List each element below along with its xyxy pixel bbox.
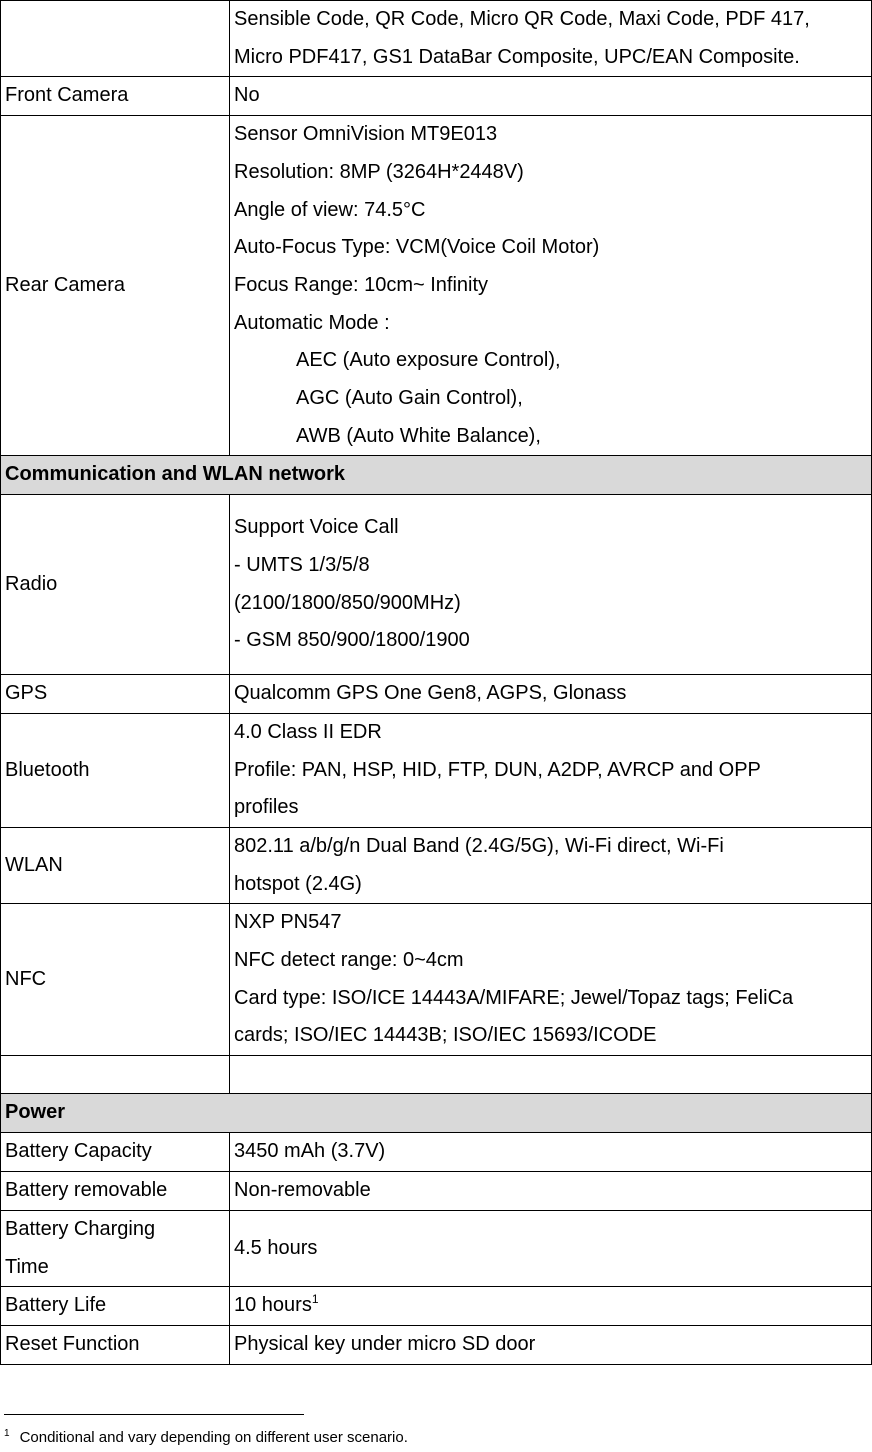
footnote-ref[interactable]: 1 [311,1292,319,1307]
row-value [230,827,872,903]
empty-cell [1,1056,230,1094]
row-label: WLAN [1,827,230,903]
value-line: 4.0 Class II EDR [234,720,382,743]
value-line: profiles [234,796,299,819]
label-line: Battery Charging [5,1217,156,1240]
row-value [230,904,872,1056]
row-label: Battery Life [1,1287,230,1326]
table-row [1,675,872,714]
label-line: Time [5,1255,49,1278]
row-label [1,1,230,77]
value-line: NFC detect range: 0~4cm [234,949,464,972]
value-line: (2100/1800/850/900MHz) [234,591,461,614]
section-header: Communication and WLAN network [1,456,872,495]
empty-row [1,1056,872,1094]
section-header-row [1,456,872,495]
value-line: Sensible Code, QR Code, Micro QR Code, Maxi Code, PDF 417, [234,8,810,30]
value-line: NXP PN547 [234,911,342,934]
row-label: Radio [1,495,230,675]
table-row [1,1171,872,1210]
row-label: Battery removable [1,1171,230,1210]
row-label: Reset Function [1,1326,230,1365]
empty-cell [230,1056,872,1094]
row-value [230,495,872,675]
row-value: Physical key under micro SD door [230,1326,872,1365]
table-row [1,116,872,456]
row-label: Front Camera [1,77,230,116]
row-value [230,1,872,77]
value-line: AGC (Auto Gain Control), [296,387,523,410]
table-row [1,827,872,903]
value-line: AEC (Auto exposure Control), [296,349,561,372]
table-row [1,904,872,1056]
row-label: Battery Capacity [1,1132,230,1171]
value-line: Profile: PAN, HSP, HID, FTP, DUN, A2DP, AVRCP and OPP [234,758,761,781]
row-value: No [230,77,872,116]
footnote-marker: 1 [4,1428,10,1439]
table-row [1,1326,872,1365]
row-value: Qualcomm GPS One Gen8, AGPS, Glonass [230,675,872,714]
table-row [1,1210,872,1286]
table-row [1,1132,872,1171]
footnote-text: Conditional and vary depending on different user scenario. [19,1429,408,1446]
value-line: Sensor OmniVision MT9E013 [234,123,498,146]
row-value [230,116,872,456]
value-line: Auto-Focus Type: VCM(Voice Coil Motor) [234,236,600,259]
row-value: 4.5 hours [230,1210,872,1286]
row-value [230,713,872,827]
battery-life-value: 10 hours [234,1294,312,1317]
value-line: Focus Range: 10cm~ Infinity [234,273,489,296]
value-line: AWB (Auto White Balance), [296,424,541,447]
value-line: hotspot (2.4G) [234,872,362,895]
section-header-row [1,1094,872,1133]
table-row [1,495,872,675]
value-line: - GSM 850/900/1800/1900 [234,629,470,652]
footnote-divider [4,1414,304,1415]
section-header: Power [1,1094,872,1133]
row-value: 3450 mAh (3.7V) [230,1132,872,1171]
table-row [1,1,872,77]
value-line: Card type: ISO/ICE 14443A/MIFARE; Jewel/Topaz tags; FeliCa [234,986,794,1009]
row-label [1,1210,230,1286]
value-line: - UMTS 1/3/5/8 [234,553,370,576]
value-line: Resolution: 8MP (3264H*2448V) [234,160,524,183]
row-label: NFC [1,904,230,1056]
row-label: Bluetooth [1,713,230,827]
table-row [1,77,872,116]
footnote [4,1428,408,1448]
value-line: Micro PDF417, GS1 DataBar Composite, UPC/EAN Composite. [234,45,800,68]
row-value [230,1287,872,1326]
value-line: cards; ISO/IEC 14443B; ISO/IEC 15693/ICODE [234,1024,657,1047]
value-line: Automatic Mode : [234,311,390,334]
table-row [1,1287,872,1326]
row-label: GPS [1,675,230,714]
value-line: 802.11 a/b/g/n Dual Band (2.4G/5G), Wi-Fi direct, Wi-Fi [234,834,724,857]
value-line: Support Voice Call [234,516,399,539]
value-line: Angle of view: 74.5°C [234,198,426,221]
row-value: Non-removable [230,1171,872,1210]
table-row [1,713,872,827]
row-label: Rear Camera [1,116,230,456]
